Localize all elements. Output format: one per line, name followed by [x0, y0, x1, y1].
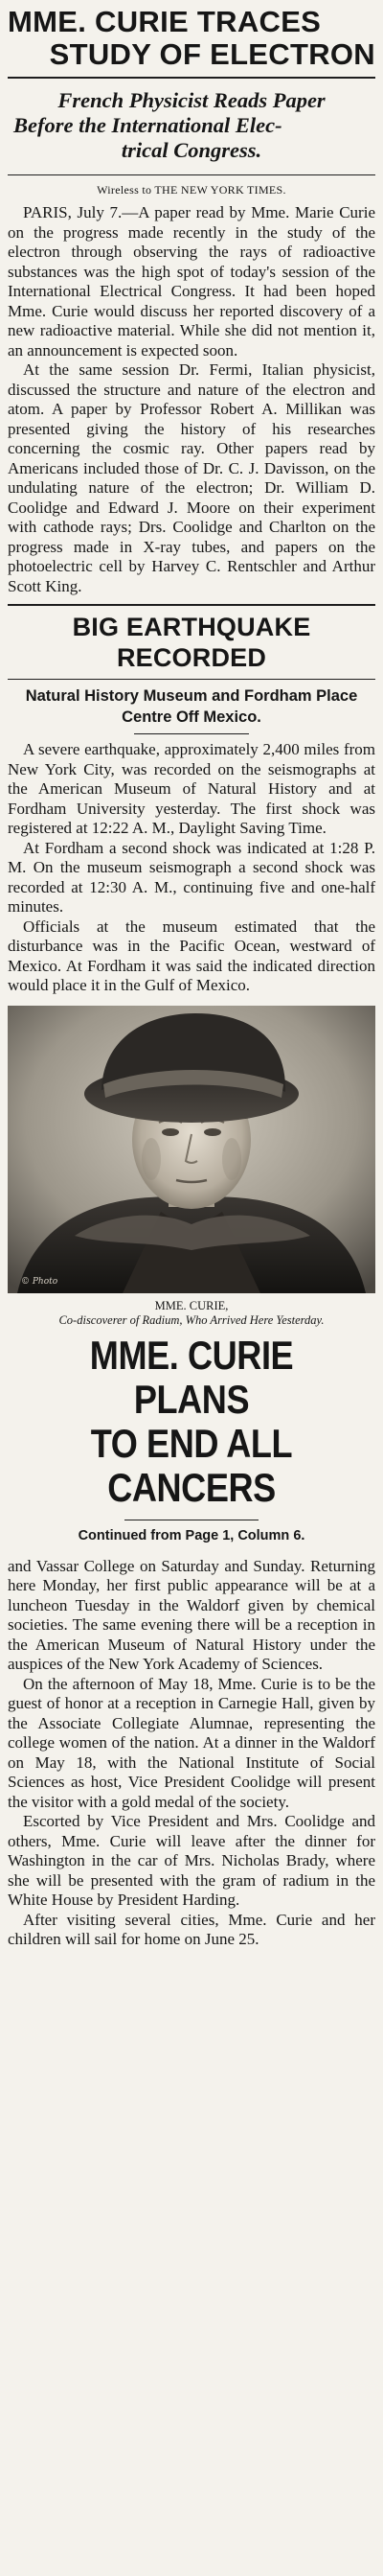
- article1-deck-line1: French Physicist Reads Paper: [57, 88, 326, 112]
- article3-paragraph: On the afternoon of May 18, Mme. Curie is to be the guest of honor at a reception in Carnegie Hall, given by the Associate Collegiate Alumnae, representing the college women of the nation. At a dinner in the Waldorf on May 18, with the National Institute of Social Sciences as host, Vice President Coolidge will present the visitor with a gold medal of the society.: [8, 1674, 375, 1811]
- article1-paragraph: PARIS, July 7.—A paper read by Mme. Marie Curie on the progress made recently in the study of the electron through observing the rays of radioactive substances was the high spot of today's session of the International Electrical Congress. It had been hoped Mme. Curie would discuss her reported discovery of a new radioactive material. While she did not mention it, an announcement is expected soon.: [8, 203, 375, 360]
- article1-deck-line3: trical Congress.: [121, 138, 262, 162]
- divider: [8, 604, 375, 606]
- portrait-photo: [8, 1006, 375, 1293]
- article3-headline-line1: MME. CURIE PLANS: [89, 1332, 294, 1422]
- article3-headline: [34, 1334, 349, 1510]
- article1-headline-line2: STUDY OF ELECTRON: [49, 37, 375, 71]
- article3-headline-line2: TO END ALL CANCERS: [90, 1420, 293, 1510]
- divider: [8, 174, 375, 175]
- divider: [8, 679, 375, 680]
- article2-headline: BIG EARTHQUAKE RECORDED: [72, 613, 311, 672]
- article1-deck: [8, 84, 375, 169]
- portrait-image: [8, 1006, 375, 1293]
- divider: [134, 733, 249, 734]
- article3-paragraph: After visiting several cities, Mme. Curie and her children will sail for home on June 25.: [8, 1910, 375, 1948]
- divider: [8, 77, 375, 79]
- article2-paragraph: A severe earthquake, approximately 2,400 miles from New York City, was recorded on the seismographs at the American Museum of Natural History and at Fordham University yesterday. The first shock was registered at 12:22 A. M., Daylight Saving Time.: [8, 740, 375, 837]
- newspaper-column: [8, 0, 375, 1950]
- article2-paragraph: Officials at the museum estimated that the disturbance was in the Pacific Ocean, westward of Mexico. At Fordham it was said the indicated direction would place it in the Gulf of Mexico.: [8, 917, 375, 994]
- caption-description: Co-discoverer of Radium, Who Arrived Here Yesterday.: [58, 1312, 325, 1327]
- photo-caption: [8, 1299, 375, 1328]
- article2-deck: Natural History Museum and Fordham Place Centre Off Mexico.: [25, 687, 358, 726]
- article1-paragraph: At the same session Dr. Fermi, Italian physicist, discussed the structure and nature of the electron and atom. A paper by Professor Robert A. Millikan was presented giving the history of his researches concerning the cosmic ray. Other papers read by Americans included those of Dr. C. J. Davisson, on the undulating nature of the electron; Dr. William D. Coolidge and Edward J. Moore on their experiment with cathode rays; Drs. Coolidge and Charlton on the progress made in X-ray tubes, and papers on the photoelectric cell by Harvey C. Rentschler and Arthur Scott King.: [8, 360, 375, 595]
- article1-headline: [8, 6, 375, 71]
- article1-headline-line1: MME. CURIE TRACES: [8, 5, 322, 38]
- article3-paragraph: Escorted by Vice President and Mrs. Coolidge and others, Mme. Curie will leave after the dinner for Washington in the car of Mrs. Nicholas Brady, where she will be presented with the gram of radium in the White House by President Harding.: [8, 1812, 375, 1909]
- article2-paragraph: At Fordham a second shock was indicated at 1:28 P. M. On the museum seismograph a second shock was recorded at 12:30 A. M., continuing five and one-half minutes.: [8, 838, 375, 916]
- photographer-credit: © Photo: [21, 1276, 58, 1287]
- article3-paragraph: and Vassar College on Saturday and Sunday. Returning here Monday, her first public appearance will be at a luncheon Tuesday in the Waldorf given by chemical societies. The same evening there will be a reception in the American Museum of Natural History under the auspices of the New York Academy of Sciences.: [8, 1556, 375, 1673]
- article3-jump-line: Continued from Page 1, Column 6.: [78, 1527, 305, 1543]
- article3-body: [8, 1557, 375, 1950]
- article1-dateline: Wireless to THE NEW YORK TIMES.: [97, 183, 286, 197]
- article1-deck-line2: Before the International Elec-: [13, 113, 282, 137]
- article1-body: [8, 203, 375, 596]
- caption-name: MME. CURIE,: [154, 1298, 229, 1312]
- article2-body: [8, 740, 375, 996]
